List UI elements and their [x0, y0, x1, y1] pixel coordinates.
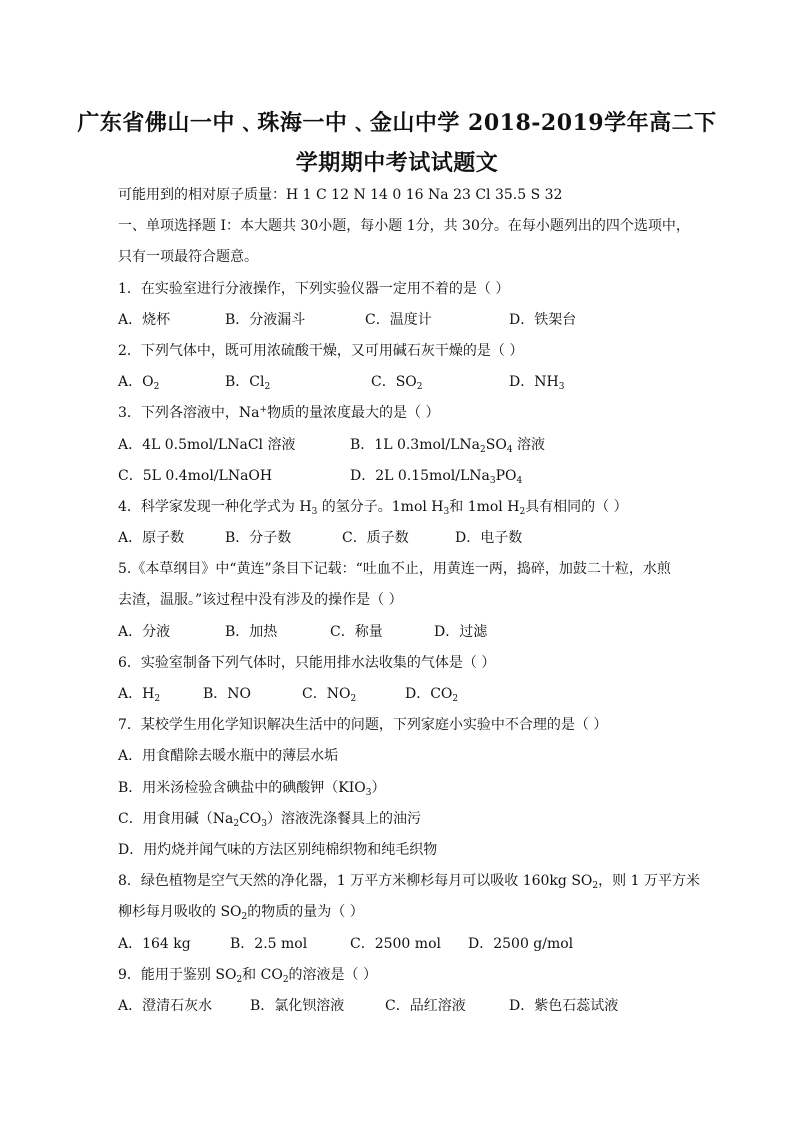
answer-option: A．烧杯 [118, 312, 171, 328]
answer-option: B．1L $0.3mol/LNa_2SO_4$ 溶液 [350, 437, 545, 455]
question-stem: 6．实验室制备下列气体时，只能用排水法收集的气体是（ ） [118, 655, 496, 671]
answer-option: B．用米汤检验含碘盐中的碘酸钾$(KIO_3)$ [118, 780, 386, 798]
question-stem-line2: 去渣，温服。”该过程中没有涉及的操作是（ ） [118, 592, 403, 608]
question-stem: 9．能用于鉴别 $SO_2$和 $CO_2$的溶液是（ ） [118, 967, 377, 985]
answer-option: D．2L $0.15mol/LNa_3PO_4$ [350, 468, 523, 486]
answer-option: B．$Cl_2$ [225, 374, 271, 392]
question-stem: 7．某校学生用化学知识解决生活中的问题，下列家庭小实验中不合理的是（ ） [118, 717, 608, 733]
answer-option: D．铁架台 [509, 312, 577, 328]
answer-option: D．$NH_3$ [509, 374, 565, 392]
answer-option: C．$SO_2$ [371, 374, 423, 392]
question-stem: 2．下列气体中，既可用浓硫酸干燥，又可用碱石灰干燥的是（ ） [118, 343, 524, 359]
answer-option: C．质子数 [342, 530, 409, 546]
answer-option: C．品红溶液 [385, 998, 466, 1014]
answer-option: C．温度计 [365, 312, 432, 328]
answer-option: A．$O_2$ [118, 374, 160, 392]
exam-title-line2: 学期期中考试试题文 [295, 150, 499, 176]
answer-option: B．分子数 [225, 530, 292, 546]
answer-option: B．NO [203, 686, 252, 702]
section-instructions-line2: 只有一项最符合题意。 [118, 249, 258, 265]
question-stem: 1．在实验室进行分液操作，下列实验仪器一定用不着的是（ ） [118, 281, 510, 297]
question-stem-line2: 柳杉每月吸收的 $SO_2$的物质的量为（ ） [118, 904, 364, 922]
answer-option: A．4L 0.5mol/LNaCl 溶液 [118, 437, 296, 453]
answer-option: B．氯化钡溶液 [250, 998, 345, 1014]
section-instructions-line1: 一、单项选择题 I：本大题共 30小题，每小题 1分，共 30分。在每小题列出的四个选项中， [118, 218, 690, 234]
answer-option: A．$H_2$ [118, 686, 161, 704]
question-stem-line1: 8．绿色植物是空气天然的净化器，1 万平方米柳杉每月可以吸收 160kg $SO_2$，则 1 万平方米 [118, 873, 700, 891]
answer-option: D．紫色石蕊试液 [509, 998, 619, 1014]
answer-option: C．用食用碱$(Na_2CO_3)$溶液洗涤餐具上的油污 [118, 811, 421, 829]
answer-option: A．164 kg [118, 936, 191, 952]
answer-option: C．$NO_2$ [302, 686, 357, 704]
atomic-masses-note: 可能用到的相对原子质量：H 1 C 12 N 14 0 16 Na 23 Cl 35.5 S 32 [118, 187, 563, 203]
answer-option: D．用灼烧并闻气味的方法区别纯棉织物和纯毛织物 [118, 842, 438, 858]
exam-title-line1: 广东省佛山一中﹑珠海一中﹑金山中学 2018-2019学年高二下 [77, 110, 717, 136]
answer-option: A．原子数 [118, 530, 185, 546]
question-stem: 3．下列各溶液中，Na+物质的量浓度最大的是（ ） [118, 405, 440, 421]
answer-option: C．5L 0.4mol/LNaOH [118, 468, 273, 484]
answer-option: B．加热 [225, 624, 278, 640]
answer-option: A．澄清石灰水 [118, 998, 213, 1014]
answer-option: C．2500 mol [350, 936, 441, 952]
answer-option: A．分液 [118, 624, 171, 640]
question-stem: 4．科学家发现一种化学式为 $H_3$ 的氢分子。1mol $H_3$和 1mol $H_2$具有相同的（ ） [118, 499, 628, 517]
question-stem-line1: 5.《本草纲目》中“黄连”条目下记载：“吐血不止，用黄连一两，捣碎，加鼓二十粒，水煎 [118, 561, 671, 577]
answer-option: A．用食醋除去暖水瓶中的薄层水垢 [118, 748, 339, 764]
answer-option: B．分液漏斗 [225, 312, 306, 328]
answer-option: C．称量 [330, 624, 383, 640]
answer-option: D．电子数 [455, 530, 523, 546]
answer-option: D．2500 g/mol [468, 936, 574, 952]
answer-option: D．过滤 [434, 624, 488, 640]
answer-option: B．2.5 mol [230, 936, 308, 952]
answer-option: D．$CO_2$ [405, 686, 459, 704]
